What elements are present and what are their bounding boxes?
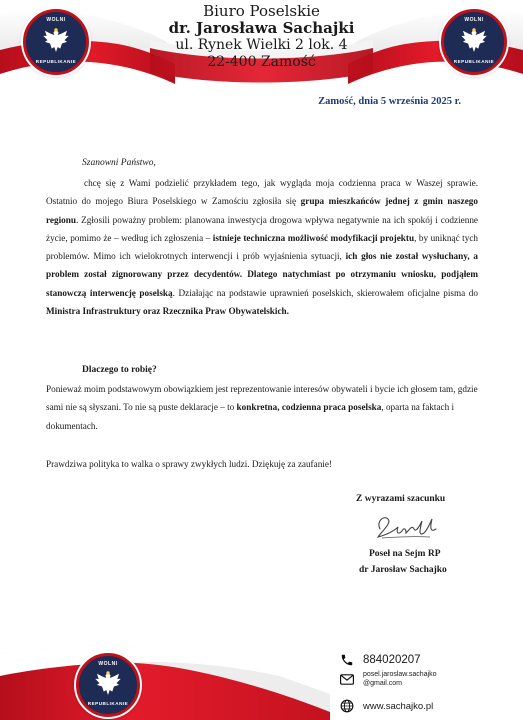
emblem-top-text: WOLNI	[464, 17, 484, 23]
emblem-bottom-text: REPUBLIKANIE	[453, 59, 495, 64]
email-icon	[339, 671, 355, 687]
contact-phone[interactable]	[339, 652, 421, 668]
mp-name: dr. Jarosława Sachajki	[168, 19, 355, 37]
signatory-name: dr Jarosław Sachajko	[359, 565, 447, 575]
contact-email[interactable]	[339, 670, 437, 688]
party-emblem-footer	[76, 653, 140, 717]
emblem-top-text: WOLNI	[46, 17, 66, 23]
website-url: www.sachajko.pl	[363, 700, 434, 712]
paragraph-1	[46, 174, 478, 320]
text-run: chcę się z Wami podzielić przykładem tego, jak wygląda moja codzienna praca w Waszej sprawie. Ostatnio do mojego Biura Poselskiego w Zamościu zgłosiła się	[46, 178, 478, 207]
closing-phrase: Z wyrazami szacunku	[356, 494, 446, 504]
letterhead	[0, 0, 523, 90]
paragraph-3: Prawdziwa polityka to walka o sprawy zwykłych ludzi. Dziękuję za zaufanie!	[46, 459, 332, 469]
office-name: Biuro Poselskie	[203, 2, 320, 20]
phone-number: 884020207	[363, 654, 421, 666]
text-run: Ponieważ moim podstawowym obowiązkiem jest reprezentowanie interesów obywateli i bycie ich głosem tam, gdzie sami nie są słyszani. To nie są puste deklaracje – to	[46, 384, 478, 413]
text-run-bold: ich głos nie został wysłuchany, a problem został zignorowany przez decydentów. Dlatego natychmiast po otrzymaniu wniosku, podjąłem stanowczą interwencję poselską	[46, 251, 478, 298]
text-run-bold: Ministra Infrastruktury oraz Rzecznika Praw Obywatelskich.	[46, 306, 289, 317]
text-run: . Działając na podstawie uprawnień poselskich, skierowałem oficjalne pisma do	[172, 287, 478, 298]
text-run: , by uniknąć tych problemów. Mimo ich wielokrotnych interwencji i prób wyjaśnienia sytuacji,	[46, 232, 478, 262]
eagle-icon	[91, 667, 125, 701]
globe-icon	[339, 698, 355, 714]
emblem-bottom-text: REPUBLIKANIE	[35, 59, 77, 64]
postal-city: 22-400 Zamość	[207, 54, 316, 70]
contact-website[interactable]	[339, 698, 433, 714]
office-address-block	[0, 3, 523, 71]
text-run-bold: grupa mieszkańców jednej z gmin naszego regionu	[46, 196, 478, 225]
text-run: . Zgłosili poważny problem: planowana inwestycja drogowa wpływa negatywnie na ich spokój i codzienne życie, pomimo że – według ich zgłoszenia –	[46, 214, 478, 243]
text-run-bold: konkretna, codzienna praca poselska	[236, 402, 382, 413]
text-run: , oparta na faktach i dokumentach.	[46, 402, 455, 431]
text-run-bold: istnieje techniczna możliwość modyfikacji projektu	[212, 232, 415, 243]
emblem-top-text: WOLNI	[98, 661, 118, 667]
letter-date: Zamość, dnia 5 września 2025 r.	[318, 96, 461, 107]
email-line-2: @gmail.com	[363, 680, 403, 687]
paragraph-2	[46, 380, 478, 435]
email-line-1: posel.jaroslaw.sachajko	[363, 671, 437, 678]
signatory-title: Poseł na Sejm RP	[369, 549, 441, 559]
email-address	[363, 670, 437, 688]
question-heading: Dlaczego to robię?	[82, 365, 157, 375]
phone-icon	[339, 652, 355, 668]
emblem-bottom-text: REPUBLIKANIE	[87, 701, 129, 706]
street-address: ul. Rynek Wielki 2 lok. 4	[175, 37, 348, 53]
handwritten-signature	[372, 507, 442, 545]
greeting: Szanowni Państwo,	[82, 158, 156, 168]
